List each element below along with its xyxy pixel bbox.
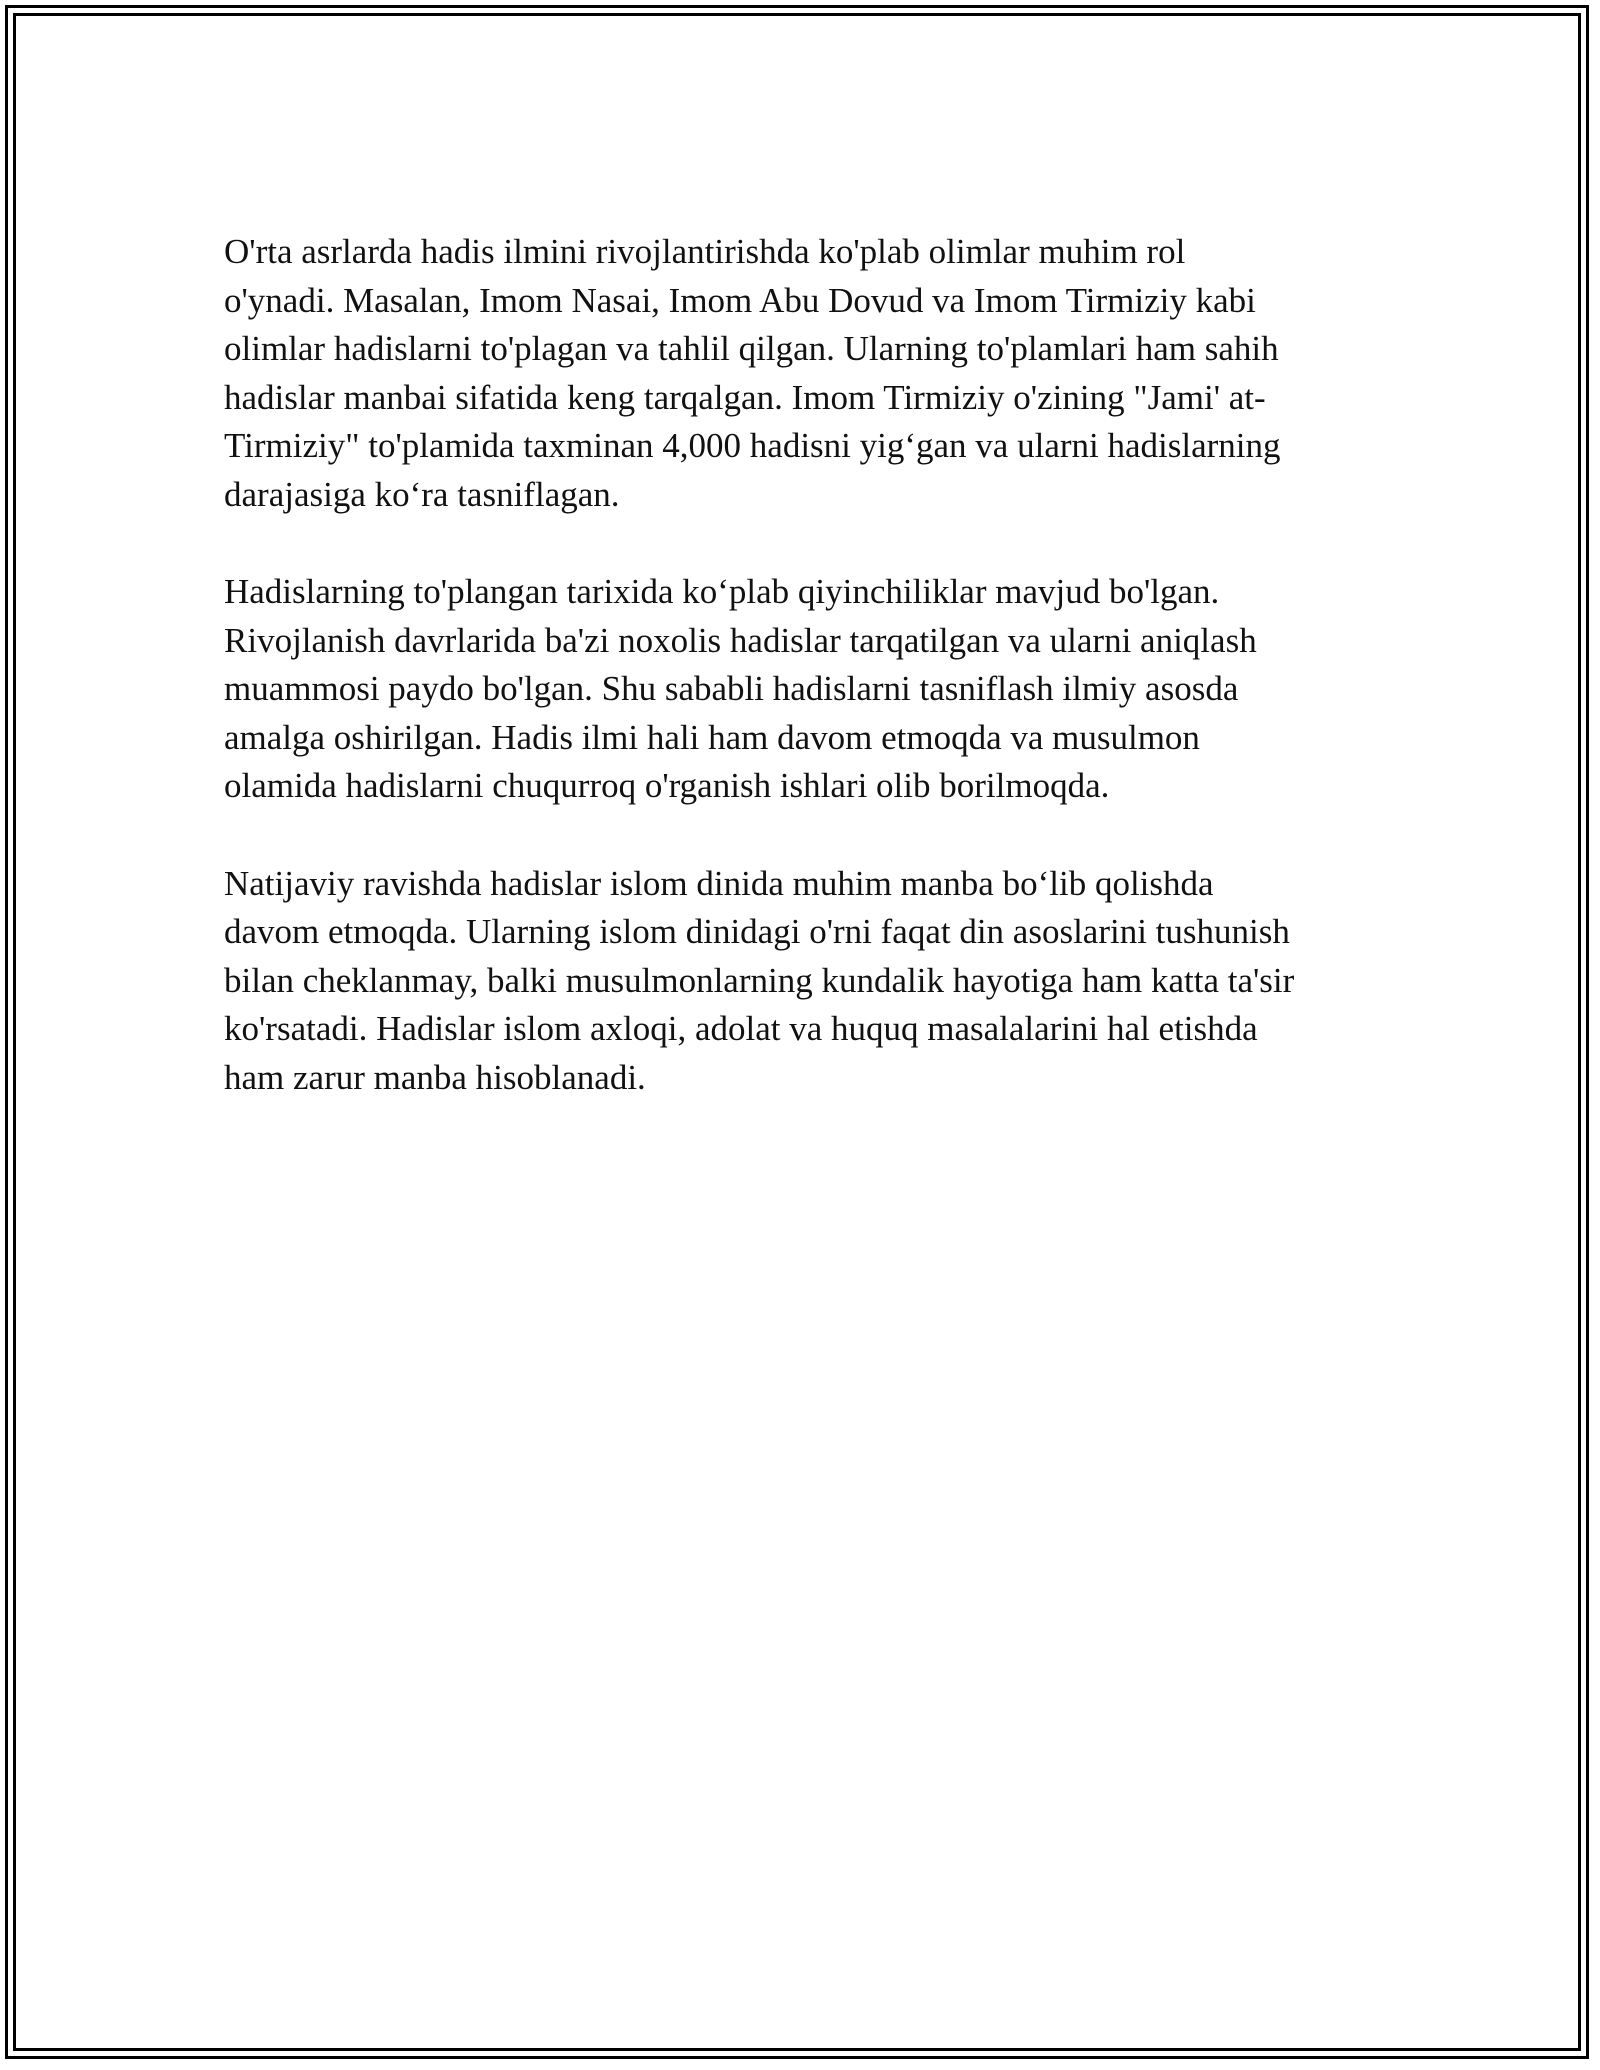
paragraph-3: Natijaviy ravishda hadislar islom dinida muhim manba bo‘lib qolishda davom etmoqda. Ularning islom dinidagi o'rni faqat din asoslarini tushunish bilan cheklanmay, balki musulmonlarning kundalik hayotiga ham katta ta'sir ko'rsatadi. Hadislar islom axloqi, adolat va huquq masalalarini hal etishda ham zarur manba hisoblanadi. xyxy=(224,863,1295,1097)
document-body xyxy=(224,228,1374,1151)
paragraph-2: Hadislarning to'plangan tarixida ko‘plab qiyinchiliklar mavjud bo'lgan. Rivojlanish davrlarida ba'zi noxolis hadislar tarqatilgan va ularni aniqlash muammosi paydo bo'lgan. Shu sababli hadislarni tasniflash ilmiy asosda amalga oshirilgan. Hadis ilmi hali ham davom etmoqda va musulmon olamida hadislarni chuqurroq o'rganish ishlari olib borilmoqda. xyxy=(224,572,1257,805)
paragraph-1: O'rta asrlarda hadis ilmini rivojlantirishda ko'plab olimlar muhim rol o'ynadi. Masalan, Imom Nasai, Imom Abu Dovud va Imom Tirmiziy kabi olimlar hadislarni to'plagan va tahlil qilgan. Ularning to'plamlari ham sahih hadislar manbai sifatida keng tarqalgan. Imom Tirmiziy o'zining "Jami' at- Tirmiziy" to'plamida taxminan 4,000 hadisni yig‘gan va ularni hadislarning darajasiga ko‘ra tasniflagan. xyxy=(224,232,1281,514)
